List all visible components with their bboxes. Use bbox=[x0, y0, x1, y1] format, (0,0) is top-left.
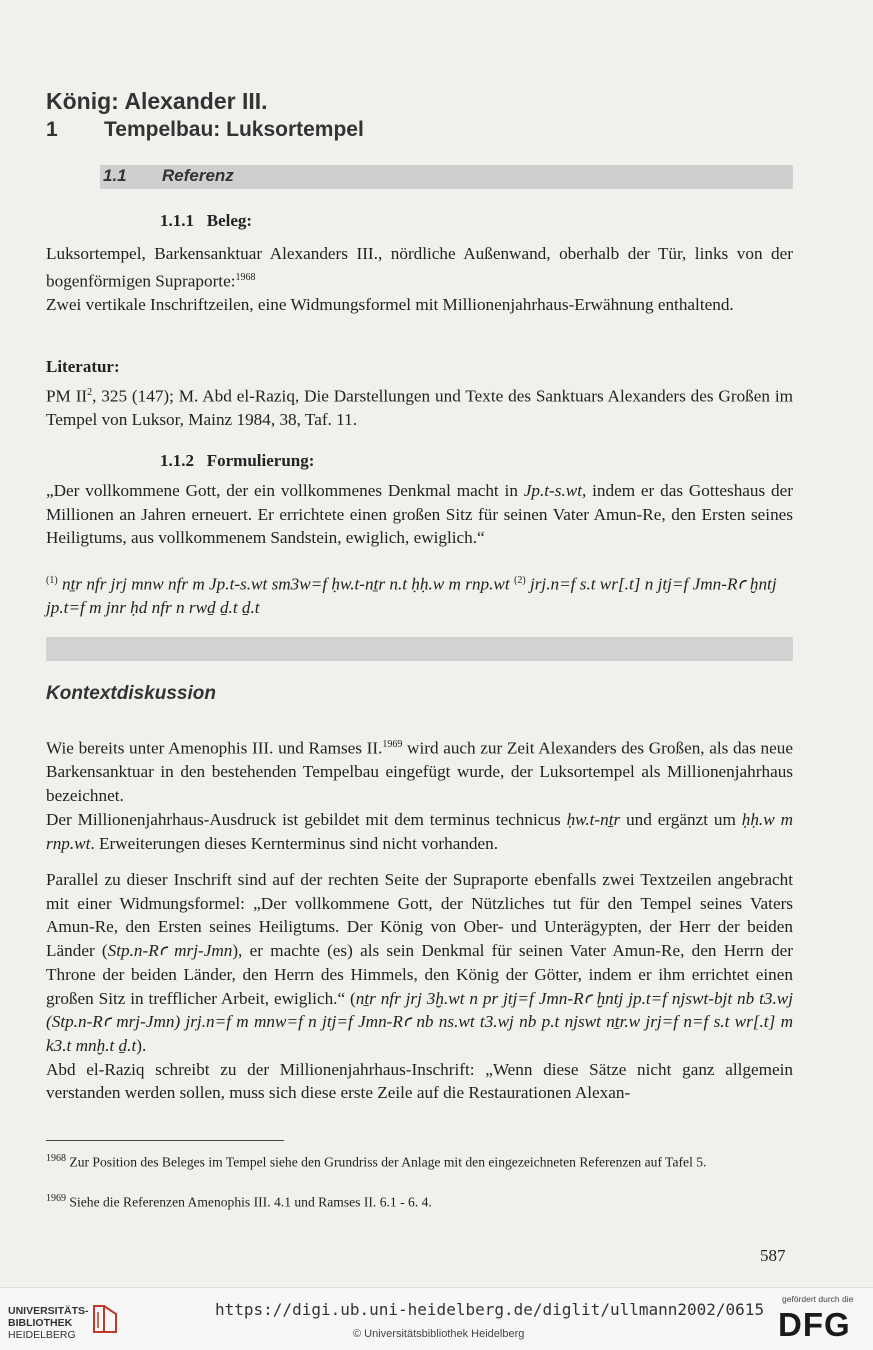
pm-ref: PM II bbox=[46, 386, 88, 406]
text-run: ), er machte (es) als sein Denkmal für seinen Vater Amun-Re, den Herrn der Throne der beiden Länder, den Herrn des Himmels, den König der Götter, indem er ihm errichtet einen großen Sitz in trefflicher Arbeit, ewiglich.“ ( bbox=[46, 941, 793, 1008]
page-number: 587 bbox=[760, 1246, 786, 1265]
footnote-number: 1968 bbox=[46, 1153, 66, 1164]
section-heading bbox=[46, 118, 364, 142]
footnote-text: Zur Position des Beleges im Tempel siehe den Grundriss der Anlage mit den eingezeichneten Referenzen auf Tafel 5. bbox=[69, 1154, 707, 1170]
beleg-text bbox=[46, 242, 793, 317]
beleg-line-2: Zwei vertikale Inschriftzeilen, eine Widmungsformel mit Millionenjahrhaus-Erwähnung enthaltend. bbox=[46, 295, 734, 315]
logo-line-2: BIBLIOTHEK bbox=[8, 1317, 73, 1329]
logo-line-3: HEIDELBERG bbox=[8, 1329, 76, 1341]
footnote-1969 bbox=[46, 1190, 793, 1212]
text-run: . Erweiterungen dieses Kernterminus sind nicht vorhanden. bbox=[90, 833, 499, 853]
italic-term: ḥḥ.w m rnp.wt bbox=[46, 809, 793, 853]
quote-part: „Der vollkommene Gott, der ein vollkommenes Denkmal macht in bbox=[46, 481, 524, 500]
beleg-heading: 1.1.1 Beleg: bbox=[160, 211, 253, 230]
text-run: Wie bereits unter Amenophis III. und Ramses II. bbox=[46, 738, 383, 758]
text-run: wird auch zur Zeit Alexanders des Großen, als das neue Barkensanktuar in den bestehenden Tempelbau eingefügt wurde, der Luksortempel als Millionenjahrhaus bezeichnet. bbox=[46, 738, 794, 806]
footnote-rule bbox=[46, 1140, 284, 1141]
referenz-title: Referenz bbox=[162, 166, 234, 185]
kontext-para-1 bbox=[46, 733, 793, 855]
text-run: Abd el-Raziq schreibt zu der Millionenjahrhaus-Inschrift: „Wenn diese Sätze nicht ganz allgemein verstanden werden sollen, muss sich diese erste Zeile auf die Restaurationen Alexan- bbox=[46, 1059, 793, 1103]
italic-term: ḥw.t-nṯr bbox=[566, 809, 621, 829]
referenz-number: 1.1 bbox=[103, 166, 127, 185]
literatur-text bbox=[46, 381, 793, 432]
transliteration bbox=[46, 569, 793, 620]
funding-note: gefördert durch die bbox=[782, 1294, 854, 1304]
chapter-heading: König: Alexander III. bbox=[46, 88, 268, 114]
dfg-logo[interactable]: DFG bbox=[778, 1306, 851, 1343]
viewer-footer bbox=[0, 1287, 873, 1350]
footnote-ref-1969: 1969 bbox=[382, 739, 403, 750]
copyright-notice: © Universitätsbibliothek Heidelberg bbox=[353, 1328, 525, 1340]
text-run: Parallel zu dieser Inschrift sind auf der rechten Seite der Supraporte ebenfalls zwei Textzeilen angebracht mit einer Widmungsformel: „Der vollkommene Gott, der Nützliches tut für den Tempel seines Vaters Amun-Re, den Ersten seines Heiligtums. Der König von Ober- und Unterägypten, der Herr der beiden Länder ( bbox=[46, 870, 793, 961]
pm-sup: 2 bbox=[87, 387, 93, 398]
footnote-number: 1969 bbox=[46, 1193, 66, 1204]
referenz-band bbox=[100, 165, 793, 189]
section-number: 1 bbox=[46, 118, 58, 141]
kontext-para-2 bbox=[46, 868, 793, 1105]
section-title: Tempelbau: Luksortempel bbox=[104, 118, 364, 141]
literatur-heading: Literatur: bbox=[46, 357, 120, 376]
beleg-line: Luksortempel, Barkensanktuar Alexanders III., nördliche Außenwand, oberhalb der Tür, links von der bogenförmigen Supraporte: bbox=[46, 244, 793, 291]
library-emblem-icon bbox=[90, 1302, 120, 1336]
footnote-ref-1968: 1968 bbox=[235, 271, 256, 283]
italic-term: Stp.n-Rꜥ mrj-Jmn bbox=[107, 941, 233, 961]
literatur-body: , 325 (147); M. Abd el-Raziq, Die Darstellungen und Texte des Sanktuars Alexanders des Großen im Tempel von Luksor, Mainz 1984, 38, Taf. 11. bbox=[46, 386, 793, 430]
translit-line-1: nṯr nfr jrj mnw nfr m Jp.t-s.wt sm3w=f ḥw.t-nṯr n.t ḥḥ.w m rnp.wt bbox=[57, 574, 514, 594]
kontext-heading: Kontextdiskussion bbox=[46, 683, 216, 704]
formulierung-heading: 1.1.2 Formulierung: bbox=[160, 451, 315, 470]
permalink-url[interactable]: https://digi.ub.uni-heidelberg.de/diglit/ullmann2002/0615 bbox=[215, 1300, 765, 1319]
italic-term: nṯr nfr jrj 3ḫ.wt n pr jtj=f Jmn-Rꜥ ḫntj jp.t=f njswt-bjt nb t3.wj (Stp.n-Rꜥ mrj-Jmn) jrj.n=f m mnw=f n jtj=f Jmn-Rꜥ nb ns.wt t3.wj nb p.t njswt nṯr.w jrj=f n=f s.t wr[.t] m k3.t mnḫ.t ḏ.t bbox=[46, 988, 793, 1055]
logo-line-1: UNIVERSITÄTS- bbox=[8, 1305, 89, 1317]
text-run: Der Millionenjahrhaus-Ausdruck ist gebildet mit dem terminus technicus bbox=[46, 809, 567, 829]
text-run: und ergänzt um bbox=[620, 809, 742, 829]
formulierung-quote bbox=[46, 479, 793, 550]
university-library-logo[interactable] bbox=[8, 1305, 89, 1341]
marker-2: (2) bbox=[513, 575, 526, 586]
separator-band bbox=[46, 637, 793, 661]
translit-line-2: jrj.n=f s.t wr[.t] n jtj=f Jmn-Rꜥ ḫntj jp.t=f m jnr ḥd nfr n rwḏ ḏ.t ḏ.t bbox=[46, 574, 777, 618]
marker-1: (1) bbox=[46, 575, 58, 586]
quote-part-2: , indem er das Gotteshaus der Millionen an Jahren erneuert. Er errichtete einen großen Sitz für seinen Vater Amun-Re, den Ersten seines Heiligtums, aus vollkommenem Sandstein, ewiglich, ewiglich.“ bbox=[46, 481, 793, 548]
text-run: ). bbox=[136, 1035, 147, 1055]
quote-italic: Jp.t-s.wt bbox=[523, 481, 582, 500]
footnote-text: Siehe die Referenzen Amenophis III. 4.1 und Ramses II. 6.1 - 6. 4. bbox=[69, 1194, 432, 1210]
footnote-1968 bbox=[46, 1150, 793, 1172]
